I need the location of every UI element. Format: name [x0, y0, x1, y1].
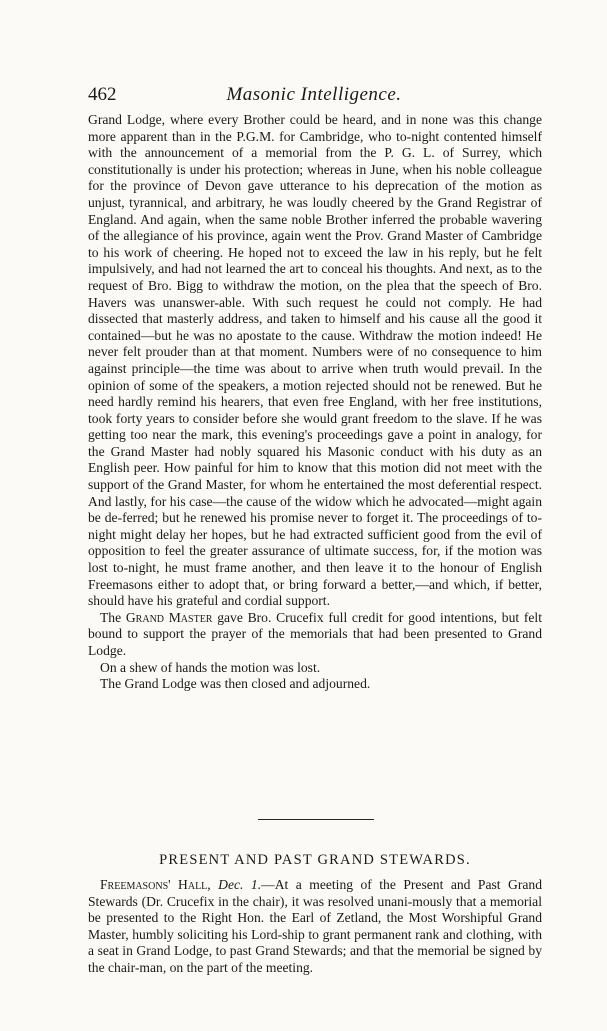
paragraph-speech: Grand Lodge, where every Brother could be heard, and in none was this change more apparent than in the P.G.M. for Cambridge, who to-night contented himself with the announcement of a memorial from the P. G. L. of Surrey, which constitutionally is under his protection; whereas in June, when his noble colleague for the province of Devon gave utterance to his deprecation of the motion as unjust, tyrannical, and arbitrary, he was loudly cheered by the Grand Registrar of England. And again, when the same noble Brother inferred the probable wavering of the allegiance of his province, again went the Prov. Grand Master of Cambridge to his work of cheering. He hoped not to exceed the law in his reply, but he felt impulsively, and had not learned the art to conceal his thoughts. And next, as to the request of Bro. Bigg to withdraw the motion, on the plea that the speech of Bro. Havers was unanswer-able. With such request he could not comply. He had dissected that masterly address, and taken to himself and his cause all the good it contained—but he was no apostate to the cause. Withdraw the motion indeed! He never felt prouder than at that moment. Numbers were of no consequence to him against principle—the time was about to arrive when truth would prevail. In the opinion of some of the speakers, a motion rejected should not be renewed. But he need hardly remind his hearers, that even free England, with her free institutions, took forty years to consider before she would grant freedom to the slave. If he was getting too near the mark, this evening's proceedings gave a point in analogy, for the Grand Master had nobly squared his Masonic conduct with his duty as an English peer. How painful for him to know that this motion did not meet with the support of the Grand Master, for whom he entertained the most deferential respect. And lastly, for his case—the cause of the widow which he advocated—might again be de-ferred; but he renewed his promise never to forget it. The proceedings of to-night might delay her hopes, but he had extracted sufficient good from the evil of opposition to feel the greater assurance of ultimate success, for, if the motion was lost to-night, he must frame another, and then leave it to the honour of English Freemasons either to adopt that, or bring forward a better,—and which, if better, should have his grateful and cordial support. — [88, 112, 542, 609]
running-title: Masonic Intelligence. — [226, 84, 402, 105]
meeting-date: Dec. 1. — [218, 877, 262, 892]
body-text — [88, 112, 542, 693]
grand-master-small-caps: Grand Master — [125, 609, 213, 625]
paragraph-rest: gave Bro. Crucefix full credit for good intentions, but felt bound to support the prayer of the memorials that had been presented to Grand Lodge. — [88, 609, 542, 658]
section-divider — [258, 819, 374, 820]
paragraph-stewards — [88, 877, 542, 977]
section-text — [88, 877, 542, 977]
paragraph-lead: The — [100, 609, 126, 625]
paragraph-vote: On a shew of hands the motion was lost. — [100, 659, 321, 675]
paragraph-adjourned: The Grand Lodge was then closed and adjourned. — [100, 676, 371, 692]
page-number: 462 — [88, 84, 117, 105]
section-heading: PRESENT AND PAST GRAND STEWARDS. — [159, 852, 471, 868]
place-small-caps: Freemasons' Hall, — [100, 877, 211, 892]
stewards-text: —At a meeting of the Present and Past Grand Stewards (Dr. Crucefix in the chair), it was resolved unani-mously that a memorial be presented to the Right Hon. the Earl of Zetland, the Most Worshipful Grand Master, humbly soliciting his Lord-ship to grant permanent rank and clothing, with a seat in Grand Lodge, to past Grand Stewards; and that the memorial be signed by the chair-man, on the part of the meeting. — [88, 877, 542, 975]
paragraph-grand-master — [88, 610, 542, 660]
page-header — [88, 84, 540, 108]
